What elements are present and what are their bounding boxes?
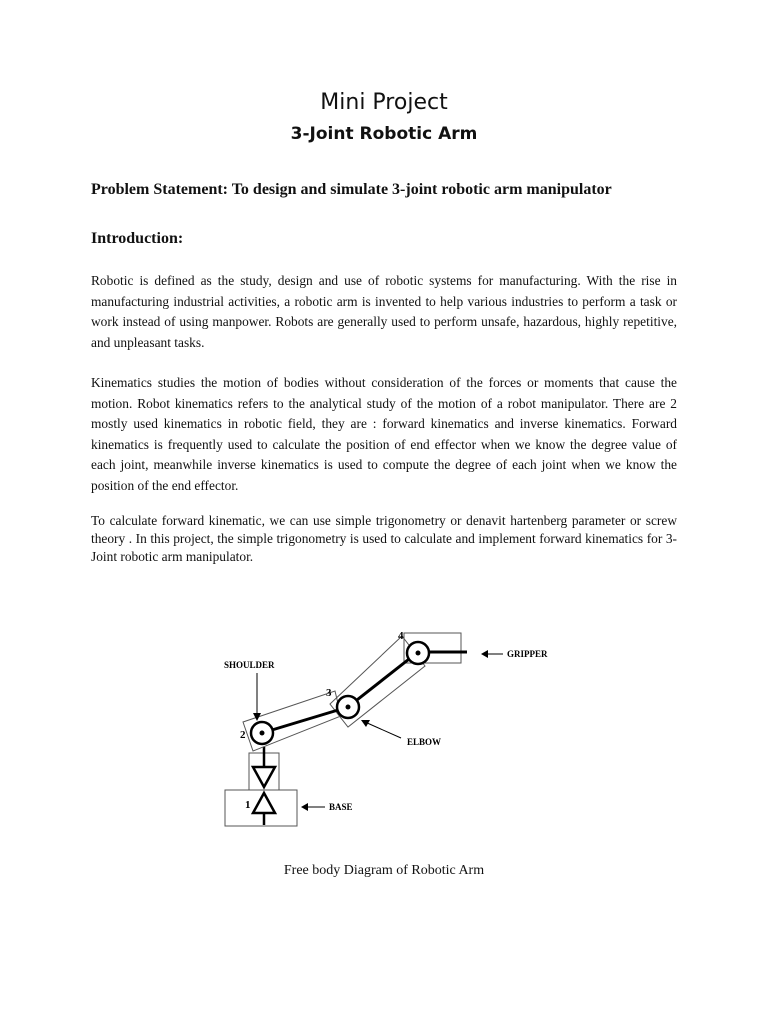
- joint4-label: 4: [398, 630, 404, 642]
- joint1-triangle-down: [253, 767, 275, 787]
- robotic-arm-diagram: [215, 625, 555, 835]
- joint2-label: 2: [240, 729, 246, 741]
- figure-caption: Free body Diagram of Robotic Arm: [283, 863, 485, 878]
- base-label: BASE: [329, 802, 353, 812]
- paragraph-forward-kinematics: To calculate forward kinematic, we can use simple trigonometry or denavit hartenberg parameter or screw theory . In this project, the simple trigonometry is used to calculate and implement forward kinematics for 3-Joint robotic arm manipulator.: [91, 513, 677, 564]
- joint3-label: 3: [326, 687, 332, 699]
- document-subtitle: 3-Joint Robotic Arm: [290, 124, 478, 144]
- introduction-heading: Introduction:: [91, 230, 184, 247]
- document-title: Mini Project: [320, 90, 448, 115]
- paragraph-robotics-definition: Robotic is defined as the study, design and use of robotic systems for manufacturing. With the rise in manufacturing industrial activities, a robotic arm is invented to help various industries to perform a task or work instead of using manpower. Robots are generally used to perform unsafe, hazardous, highly repetitive, and unpleasant tasks.: [91, 273, 677, 350]
- shoulder-label: SHOULDER: [224, 660, 275, 670]
- gripper-label: GRIPPER: [507, 649, 548, 659]
- joint1-triangle-up: [253, 793, 275, 813]
- base-box: [225, 790, 297, 826]
- problem-statement: Problem Statement: To design and simulate 3-joint robotic arm manipulator: [91, 181, 612, 198]
- joint1-label: 1: [245, 799, 251, 811]
- paragraph-kinematics: Kinematics studies the motion of bodies without consideration of the forces or moments that cause the motion. Robot kinematics refers to the analytical study of the motion of a robot manipulator. There are 2 mostly used kinematics in robotic field, they are : forward kinematics and inverse kinematics. Forward kinematics is frequently used to calculate the position of end effector when we know the degree value of each joint, meanwhile inverse kinematics is used to compute the degree of each joint when we know the position of the end effector.: [91, 375, 677, 493]
- elbow-label: ELBOW: [407, 737, 442, 747]
